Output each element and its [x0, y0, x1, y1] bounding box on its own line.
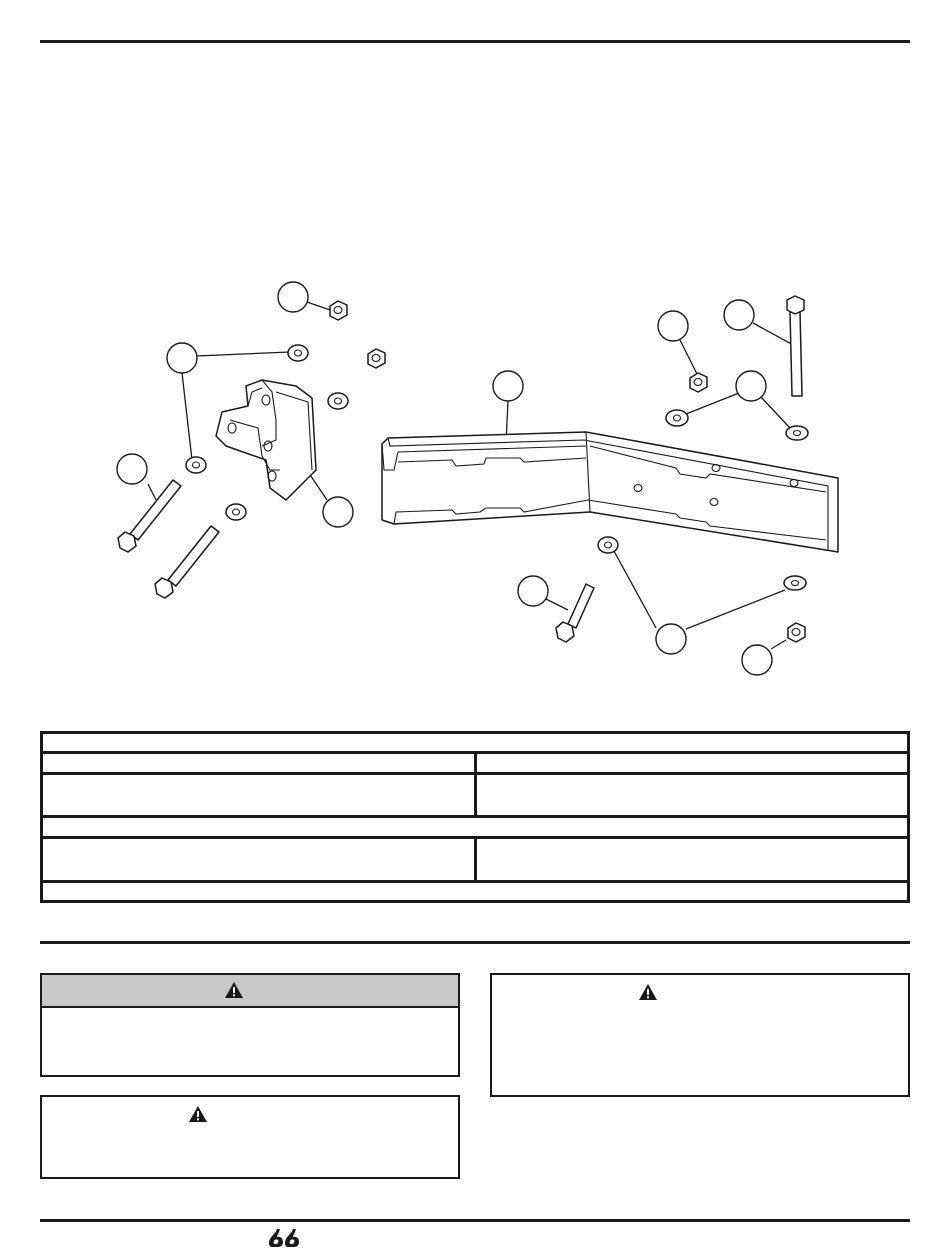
section-rule [40, 941, 910, 944]
parts-list-table [40, 731, 910, 903]
long-bolt-upper [118, 480, 181, 552]
table-cell [475, 774, 909, 817]
table-cell [42, 753, 476, 774]
warning-band [42, 975, 458, 1008]
table-cell [42, 817, 909, 838]
table-cell [475, 753, 909, 774]
hex-nut-bottom [788, 623, 805, 642]
callout-10 [656, 624, 686, 654]
warning-triangle-icon [224, 981, 244, 999]
pivot-bracket [216, 380, 316, 500]
vertical-bolt [787, 296, 804, 396]
table-cell [475, 838, 909, 882]
hex-nut-mid [368, 349, 385, 368]
warning-box-secondary [40, 1095, 460, 1179]
table-cell [42, 882, 909, 902]
warning-box-right [490, 973, 910, 1097]
callout-2 [167, 343, 197, 373]
hex-nut-right [690, 373, 707, 392]
callout-3 [117, 454, 147, 484]
hex-nut-top [330, 301, 347, 320]
warning-box-primary [40, 973, 460, 1077]
callout-6 [658, 311, 688, 341]
warning-triangle-icon [638, 983, 658, 1001]
table-header [42, 733, 909, 753]
table-cell [42, 774, 476, 817]
callout-4 [323, 497, 353, 527]
callout-1 [278, 282, 308, 312]
table-cell [42, 838, 476, 882]
callout-7 [724, 300, 754, 330]
main-channel-bar [382, 432, 838, 552]
long-bolt-lower [155, 526, 219, 598]
callout-5 [493, 371, 523, 401]
callout-11 [742, 645, 772, 675]
callout-8 [736, 371, 766, 401]
short-bolt [556, 584, 594, 642]
bottom-rule [40, 1219, 910, 1222]
callout-9 [518, 576, 548, 606]
warning-triangle-icon [188, 1105, 208, 1123]
brand-logo-icon [268, 1227, 302, 1249]
